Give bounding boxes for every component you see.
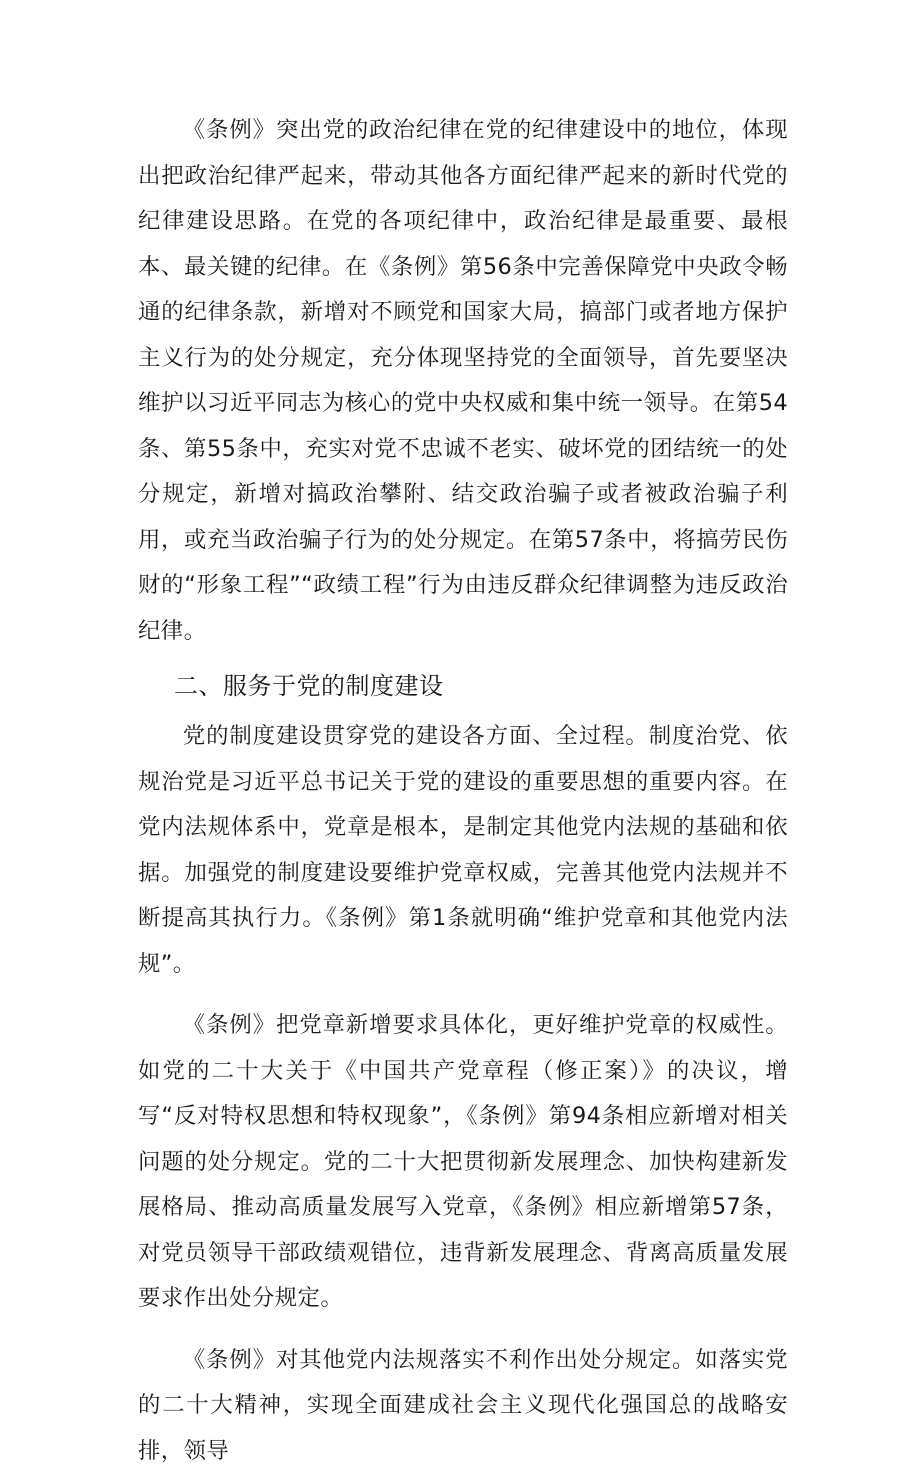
paragraph-other-regulations: 《条例》对其他党内法规落实不利作出处分规定。如落实党的二十大精神，实现全面建成社会主义现代化强国总的战略安排，领导 xyxy=(138,1338,788,1474)
section-heading: 二、服务于党的制度建设 xyxy=(138,662,788,710)
paragraph-institution-building: 党的制度建设贯穿党的建设各方面、全过程。制度治党、依规治党是习近平总书记关于党的建设的重要思想的重要内容。在党内法规体系中，党章是根本，是制定其他党内法规的基础和依据。加强党的制度建设要维护党章权威，完善其他党内法规并不断提高其执行力。《条例》第1条就明确“维护党章和其他党内法规”。 xyxy=(138,714,788,987)
document-body xyxy=(138,108,788,1474)
paragraph-party-constitution: 《条例》把党章新增要求具体化，更好维护党章的权威性。如党的二十大关于《中国共产党章程（修正案）》的决议，增写“反对特权思想和特权现象”，《条例》第94条相应新增对相关问题的处分规定。党的二十大把贯彻新发展理念、加快构建新发展格局、推动高质量发展写入党章，《条例》相应新增第57条，对党员领导干部政绩观错位，违背新发展理念、背离高质量发展要求作出处分规定。 xyxy=(138,1003,788,1322)
paragraph-political-discipline: 《条例》突出党的政治纪律在党的纪律建设中的地位，体现出把政治纪律严起来，带动其他各方面纪律严起来的新时代党的纪律建设思路。在党的各项纪律中，政治纪律是最重要、最根本、最关键的纪律。在《条例》第56条中完善保障党中央政令畅通的纪律条款，新增对不顾党和国家大局，搞部门或者地方保护主义行为的处分规定，充分体现坚持党的全面领导，首先要坚决维护以习近平同志为核心的党中央权威和集中统一领导。在第54条、第55条中，充实对党不忠诚不老实、破坏党的团结统一的处分规定，新增对搞政治攀附、结交政治骗子或者被政治骗子利用，或充当政治骗子行为的处分规定。在第57条中，将搞劳民伤财的“形象工程”“政绩工程”行为由违反群众纪律调整为违反政治纪律。 xyxy=(138,108,788,654)
